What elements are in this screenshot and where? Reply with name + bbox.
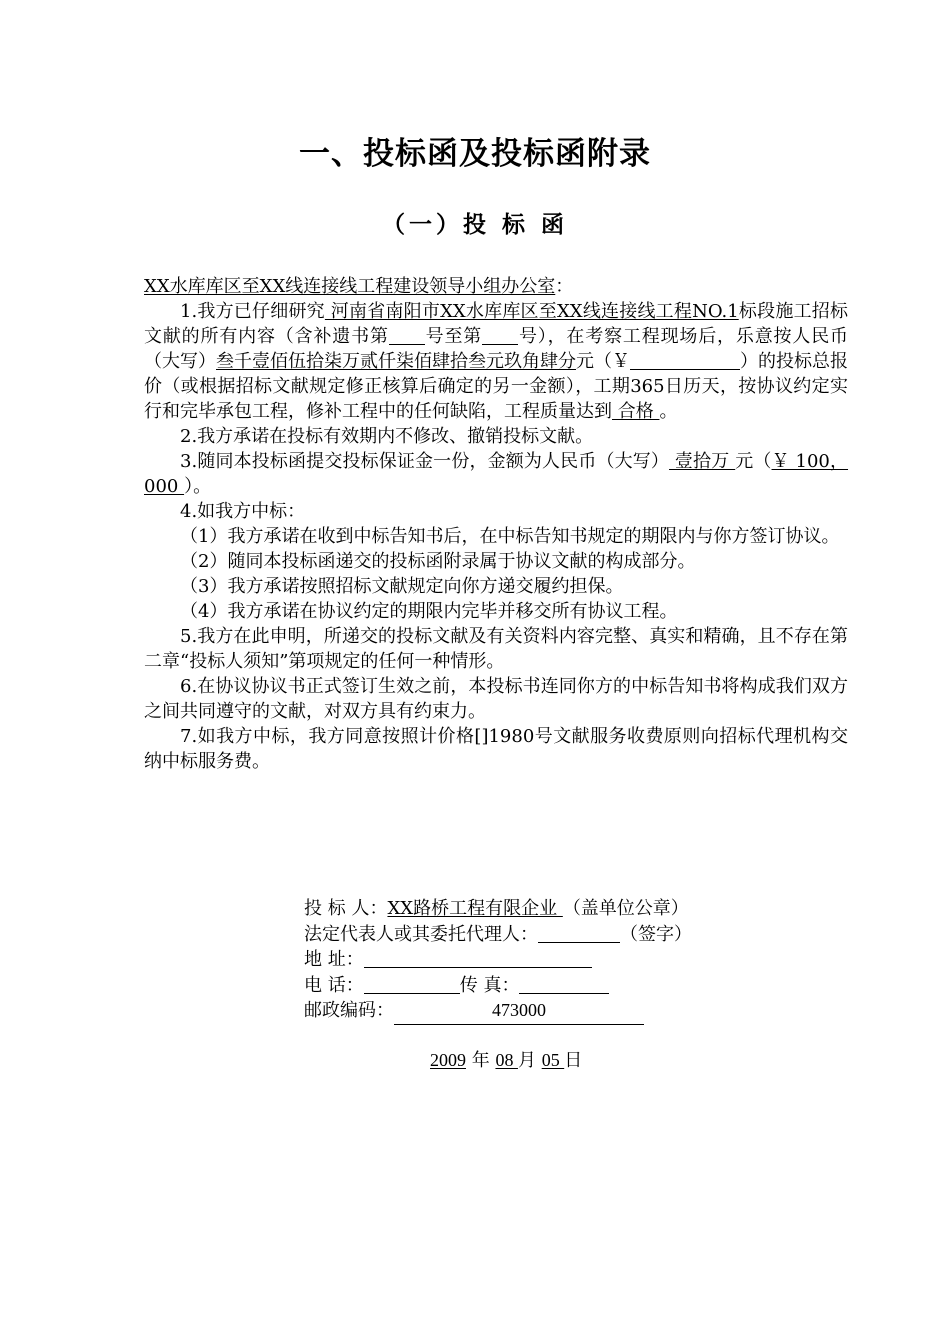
phone-blank [364,975,460,994]
zip-value: 473000 [394,998,644,1025]
fax-blank [519,975,609,994]
representative-blank [538,924,620,943]
date-line [430,1046,582,1072]
paragraph-7: 7.如我方中标，我方同意按照计价格[]1980号文献服务收费原则向招标代理机构交纳中标服务费。 [144,726,848,772]
bond-amount-words: 壹拾万 [669,451,736,472]
p1-text-c: 号至第 [424,326,483,347]
bid-amount-number-blank [630,351,740,370]
p1-text-g: 。 [659,401,678,422]
p3-text-b: 元（ [735,451,772,472]
bidder-label: 投 标 人： [304,898,388,919]
quality-grade: 合格 [612,401,660,422]
p1-text-d: 号），在考察工程现场后，乐意按人民币（大写） [144,326,849,372]
bid-amount-words: 叁千壹佰伍拾柒万贰仟柒佰肆拾叁元玖角肆分 [216,351,576,372]
date-year-label: 年 [466,1050,496,1071]
date-day: 05 [541,1050,565,1070]
paragraph-4-2: （2）随同本投标函递交的投标函附录属于协议文献的构成部分。 [180,551,696,572]
addressee: XX水库库区至XX线连接线工程建设领导小组办公室 [144,276,556,297]
paragraph-6: 6.在协议协议书正式签订生效之前，本投标书连同你方的中标告知书将构成我们双方之间共同遵守的文献，对双方具有约束力。 [144,676,848,722]
paragraph-2: 2.我方承诺在投标有效期内不修改、撤销投标文献。 [180,426,594,447]
project-name: 河南省南阳市XX水库库区至XX线连接线工程NO.1 [324,301,739,322]
representative-note: （签字） [620,923,692,945]
zip-row [304,998,692,1025]
date-year: 2009 [430,1050,466,1070]
date-month: 08 [495,1050,518,1070]
addendum-to-blank [482,326,518,345]
letter-body [144,274,848,774]
p1-text-f: ）的投标总报价（或根据招标文献规定修正核算后确定的另一金额），工期365日历天，按协议约定实行和完毕承包工程，修补工程中的任何缺陷，工程质量达到 [144,351,848,422]
phone-label: 电 话： [304,974,364,996]
p1-text-a: 1.我方已仔细研究 [180,301,325,322]
paragraph-4-1: （1）我方承诺在收到中标告知书后，在中标告知书规定的期限内与你方签订协议。 [180,526,840,547]
phone-fax-row [304,973,692,999]
p3-text-c: ）。 [184,476,212,497]
section-title: （一）投 标 函 [381,212,568,238]
p1-text-b: 标段施工招标文献的所有内容（含补遗书第 [144,301,848,347]
p3-text-a: 3.随同本投标函提交投标保证金一份，金额为人民币（大写） [180,451,670,472]
addressee-line [144,274,848,299]
fax-label: 传 真： [459,974,520,996]
bond-amount-number: ￥ 100，000 [144,451,849,497]
address-row [304,947,692,973]
paragraph-4-4: （4）我方承诺在协议约定的期限内完毕并移交所有协议工程。 [180,601,678,622]
paragraph-1 [144,299,848,424]
zip-label: 邮政编码： [304,1000,394,1021]
bidder-note: （盖单位公章） [562,898,689,919]
date-month-label: 月 [517,1050,542,1071]
paragraph-5: 5.我方在此申明，所递交的投标文献及有关资料内容完整、真实和精确，且不存在第二章“投标人须知”第项规定的任何一种情形。 [144,626,848,672]
paragraph-3 [144,449,848,499]
signature-block [304,896,692,1025]
paragraph-4: 4.如我方中标： [180,501,306,522]
paragraph-4-3: （3）我方承诺按照招标文献规定向你方递交履约担保。 [180,576,624,597]
bidder-name: XX路桥工程有限企业 [387,898,563,919]
document-title: 一、投标函及投标函附录 [299,136,651,172]
address-blank [364,949,592,968]
representative-label: 法定代表人或其委托代理人： [304,923,538,945]
date-day-label: 日 [564,1050,583,1071]
addendum-from-blank [389,326,425,345]
bidder-row [304,896,692,922]
addressee-suffix: ： [555,276,574,297]
p1-text-e: 元（￥ [576,351,630,372]
address-label: 地 址： [304,949,364,970]
representative-row [304,922,692,948]
